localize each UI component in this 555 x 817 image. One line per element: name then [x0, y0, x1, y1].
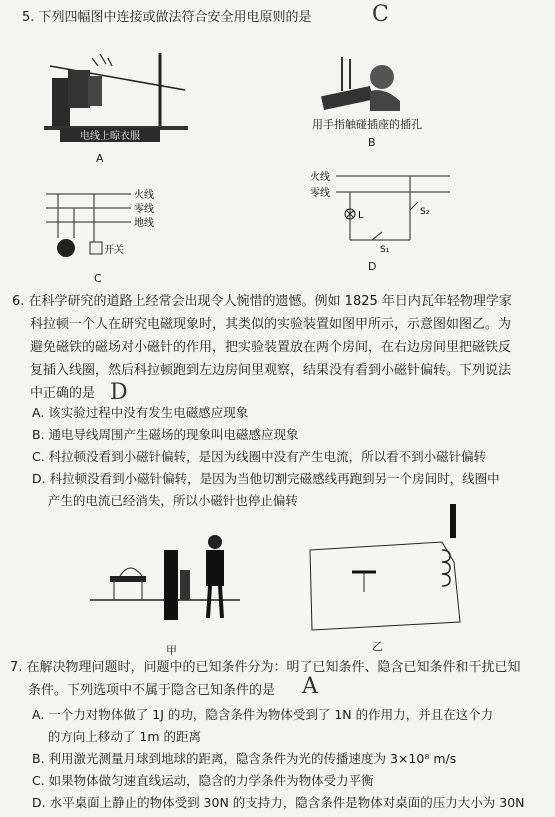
- figure-b-letter: B: [368, 136, 376, 149]
- figure-d-s1: S₁: [380, 245, 390, 255]
- q7-option-d: D. 水平桌面上静止的物体受到 30N 的支持力，隐含条件是物体对桌面的压力大小为 30N: [32, 795, 525, 810]
- q5-handwritten-answer: C: [372, 2, 389, 27]
- q7-option-a: A. 一个力对物体做了 1J 的功，隐含条件为物体受到了 1N 的作用力，并且在这个力: [32, 707, 494, 722]
- q6-handwritten-answer: D: [110, 380, 128, 405]
- figure-d-s2: S₂: [420, 207, 430, 217]
- q7-stem: [10, 656, 550, 702]
- figure-b-finger-in-socket: [320, 55, 410, 115]
- q7-option-a-cont: 的方向上移动了 1m 的距离: [32, 729, 201, 744]
- q6-option-b: B. 通电导线周围产生磁场的现象叫电磁感应现象: [32, 427, 299, 442]
- figure-a-letter: A: [96, 152, 104, 165]
- q7-stem-line: 7. 在解决物理问题时，问题中的已知条件分为：明了已知条件、隐含已知条件和干扰已知: [10, 660, 521, 675]
- q6-stem-line: 6. 在科学研究的道路上经常会出现令人惋惜的遗憾。例如 1825 年日内瓦年轻物理学家: [12, 294, 512, 309]
- figure-c-wiring: [36, 180, 206, 275]
- figure-c-letter: C: [94, 272, 102, 285]
- figure-jia-label: 甲: [166, 644, 177, 657]
- figure-d-live: 火线: [310, 172, 330, 183]
- figure-a-clothes-on-wire: [40, 48, 190, 148]
- q6-option-c: C. 科拉顿没看到小磁针偏转，是因为线圈中没有产生电流，所以看不到小磁针偏转: [32, 449, 487, 464]
- q6-stem-line: 中正确的是: [30, 386, 96, 401]
- figure-jia-apparatus: [90, 520, 240, 625]
- q5-stem: 5. 下列四幅图中连接或做法符合安全用电原则的是: [22, 10, 312, 25]
- figure-c-ground: 地线: [134, 218, 154, 229]
- q6-stem-line: 复插入线圈，然后科拉顿跑到左边房间里观察，结果没有看到小磁针偏转。下列说法: [30, 363, 512, 378]
- figure-c-switch: 开关: [104, 245, 124, 256]
- figure-c-neutral: 零线: [134, 204, 154, 215]
- figure-c-live: 火线: [134, 190, 154, 201]
- q7-stem-line: 条件。下列选项中不属于隐含已知条件的是: [28, 683, 276, 698]
- q7-options: [32, 704, 552, 814]
- figure-a-caption: 电线上晾衣服: [80, 131, 140, 142]
- figure-d-wiring: [310, 170, 460, 260]
- q6-stem-line: 科拉顿一个人在研究电磁现象时，其类似的实验装置如图甲所示，示意图如图乙。为: [30, 317, 512, 332]
- figure-b-caption: 用手指触碰插座的插孔: [312, 118, 422, 131]
- figure-yi-schematic: [292, 492, 472, 632]
- q7-option-c: C. 如果物体做匀速直线运动，隐含的力学条件为物体受力平衡: [32, 773, 374, 788]
- q6-stem: [12, 290, 552, 405]
- q6-option-d-cont: 产生的电流已经消失，所以小磁针也停止偏转: [32, 493, 298, 508]
- figure-d-lamp: L: [358, 210, 364, 221]
- figure-yi-label: 乙: [372, 640, 383, 653]
- q6-option-d: D. 科拉顿没看到小磁针偏转，是因为当他切割完磁感线再跑到另一个房间时，线圈中: [32, 471, 500, 486]
- q7-option-b: B. 利用激光测量月球到地球的距离，隐含条件为光的传播速度为 3×10⁸ m/s: [32, 751, 457, 766]
- figure-d-neutral: 零线: [310, 188, 330, 199]
- q6-option-a: A. 该实验过程中没有发生电磁感应现象: [32, 405, 249, 420]
- q7-handwritten-answer: A: [302, 674, 318, 699]
- q6-stem-line: 避免磁铁的磁场对小磁针的作用，把实验装置放在两个房间，在右边房间里把磁铁反: [30, 340, 512, 355]
- figure-d-letter: D: [368, 260, 377, 273]
